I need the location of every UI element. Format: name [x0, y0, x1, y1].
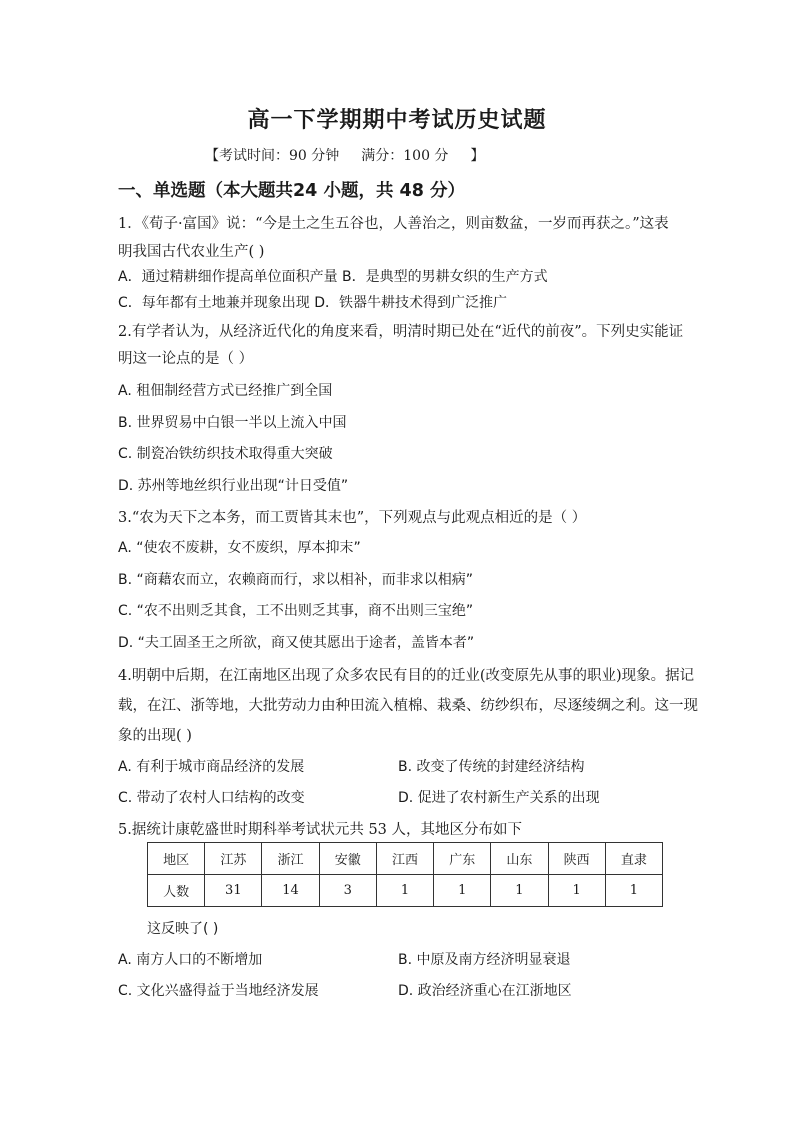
table-cell: 地区 [148, 843, 205, 875]
question-5-line-1: 5.据统计康乾盛世时期科举考试状元共 53 人，其地区分布如下 [118, 822, 523, 838]
question-4-line-3: 象的出现( ) [118, 728, 192, 744]
question-1-line-2: 明我国古代农业生产( ) [118, 244, 265, 260]
table-cell: 1 [548, 875, 605, 907]
table-cell: 广东 [434, 843, 491, 875]
exam-time: 【考试时间：90 分钟 [205, 148, 340, 164]
question-4-option-d: D. 促进了农村新生产关系的出现 [398, 790, 600, 806]
table-cell: 3 [319, 875, 376, 907]
table-cell: 江苏 [205, 843, 262, 875]
question-3-option-d: D. “夫工固圣王之所欲，商又使其愿出于途者，盖皆本者” [118, 635, 475, 651]
question-4-option-c: C. 带动了农村人口结构的改变 [118, 790, 305, 806]
table-cell: 直隶 [605, 843, 662, 875]
table-header-row [148, 843, 663, 875]
page-title: 高一下学期期中考试历史试题 [247, 107, 547, 133]
question-2-option-d: D. 苏州等地丝织行业出现“计日受值” [118, 478, 349, 494]
table-cell: 安徽 [319, 843, 376, 875]
question-2-option-c: C. 制瓷冶铁纺织技术取得重大突破 [118, 446, 333, 462]
info-close-bracket: 】 [470, 148, 485, 164]
question-3-line-1: 3.“农为天下之本务，而工贾皆其末也”，下列观点与此观点相近的是（ ） [118, 510, 587, 526]
table-cell: 山东 [491, 843, 548, 875]
question-5-prompt: 这反映了( ) [147, 921, 219, 937]
question-5-option-c: C. 文化兴盛得益于当地经济发展 [118, 983, 319, 999]
table-cell: 1 [491, 875, 548, 907]
table-cell: 1 [376, 875, 433, 907]
question-4-line-2: 载，在江、浙等地，大批劳动力由种田流入植棉、栽桑、纺纱织布，尽逐绫绸之利。这一现 [118, 698, 698, 714]
table-cell: 31 [205, 875, 262, 907]
exam-info [205, 145, 484, 165]
section-heading: 一、单选题（本大题共24 小题，共 48 分） [118, 181, 465, 201]
table-row [148, 875, 663, 907]
question-4-line-1: 4.明朝中后期，在江南地区出现了众多农民有目的的迁业(改变原先从事的职业)现象。据记 [118, 668, 695, 684]
question-2-line-1: 2.有学者认为，从经济近代化的角度来看，明清时期已处在“近代的前夜”。下列史实能证 [118, 324, 684, 340]
question-3-option-b: B. “商藉农而立，农赖商而行，求以相补，而非求以相病” [118, 572, 474, 588]
full-score: 满分：100 分 [361, 148, 449, 164]
question-5-option-b: B. 中原及南方经济明显衰退 [398, 952, 571, 968]
question-2-line-2: 明这一论点的是（ ） [118, 351, 254, 367]
question-4-option-a: A. 有利于城市商品经济的发展 [118, 759, 305, 775]
question-1-options-cd: C．每年都有土地兼并现象出现 D．铁器牛耕技术得到广泛推广 [118, 295, 508, 311]
table-cell: 人数 [148, 875, 205, 907]
question-4-option-b: B. 改变了传统的封建经济结构 [398, 759, 585, 775]
question-5-option-d: D. 政治经济重心在江浙地区 [398, 983, 572, 999]
question-3-option-c: C. “农不出则乏其食，工不出则乏其事，商不出则三宝绝” [118, 603, 474, 619]
question-3-option-a: A. “使农不废耕，女不废织，厚本抑末” [118, 540, 361, 556]
table-cell: 1 [434, 875, 491, 907]
table-cell: 陕西 [548, 843, 605, 875]
question-1-options-ab: A．通过精耕细作提高单位面积产量 B．是典型的男耕女织的生产方式 [118, 269, 548, 285]
table-cell: 浙江 [262, 843, 319, 875]
question-2-option-a: A. 租佃制经营方式已经推广到全国 [118, 383, 333, 399]
table-cell: 14 [262, 875, 319, 907]
table-cell: 江西 [376, 843, 433, 875]
question-1-line-1: 1．《荀子·富国》说：“今是土之生五谷也，人善治之，则亩数盆，一岁而再获之。”这表 [118, 216, 669, 232]
question-2-option-b: B. 世界贸易中白银一半以上流入中国 [118, 415, 347, 431]
table-cell: 1 [605, 875, 662, 907]
question-5-option-a: A. 南方人口的不断增加 [118, 952, 263, 968]
champion-distribution-table [147, 842, 663, 907]
